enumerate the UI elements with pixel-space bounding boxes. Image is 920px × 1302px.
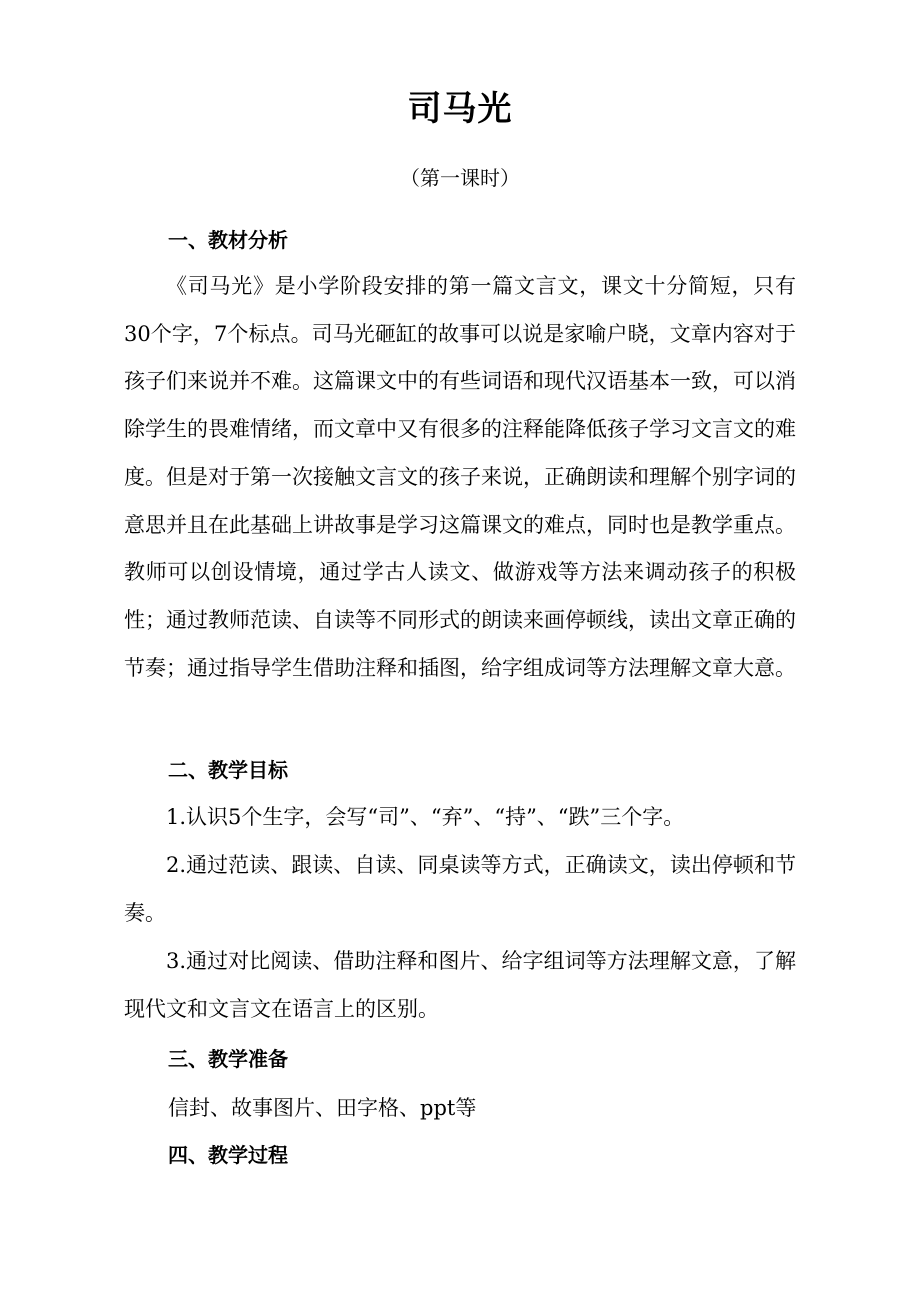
document-title: 司马光: [407, 89, 513, 129]
lesson-period-subtitle: （第一课时）: [400, 166, 520, 190]
goal-item-3: 3.通过对比阅读、借助注释和图片、给字组词等方法理解文意，了解现代文和文言文在语言上的区别。: [124, 949, 796, 1021]
section-heading-preparation: 三、教学准备: [168, 1047, 288, 1071]
section-heading-analysis: 一、教材分析: [168, 228, 288, 252]
section-heading-goals: 二、教学目标: [168, 758, 288, 782]
section-heading-process: 四、教学过程: [168, 1143, 288, 1167]
preparation-materials: 信封、故事图片、田字格、ppt等: [168, 1096, 477, 1120]
goal-item-1: 1.认识5个生字，会写“司”、“弃”、“持”、“跌”三个字。: [166, 805, 685, 829]
analysis-paragraph: 《司马光》是小学阶段安排的第一篇文言文，课文十分简短，只有30个字，7个标点。司马光砸缸的故事可以说是家喻户晓，文章内容对于孩子们来说并不难。这篇课文中的有些词语和现代汉语基本一致，可以消除学生的畏难情绪，而文章中又有很多的注释能降低孩子学习文言文的难度。但是对于第一次接触文言文的孩子来说，正确朗读和理解个别字词的意思并且在此基础上讲故事是学习这篇课文的难点，同时也是教学重点。教师可以创设情境，通过学古人读文、做游戏等方法来调动孩子的积极性；通过教师范读、自读等不同形式的朗读来画停顿线，读出文章正确的节奏；通过指导学生借助注释和插图，给字组成词等方法理解文章大意。: [124, 274, 796, 680]
goal-item-2: 2.通过范读、跟读、自读、同桌读等方式，正确读文，读出停顿和节奏。: [124, 853, 796, 925]
